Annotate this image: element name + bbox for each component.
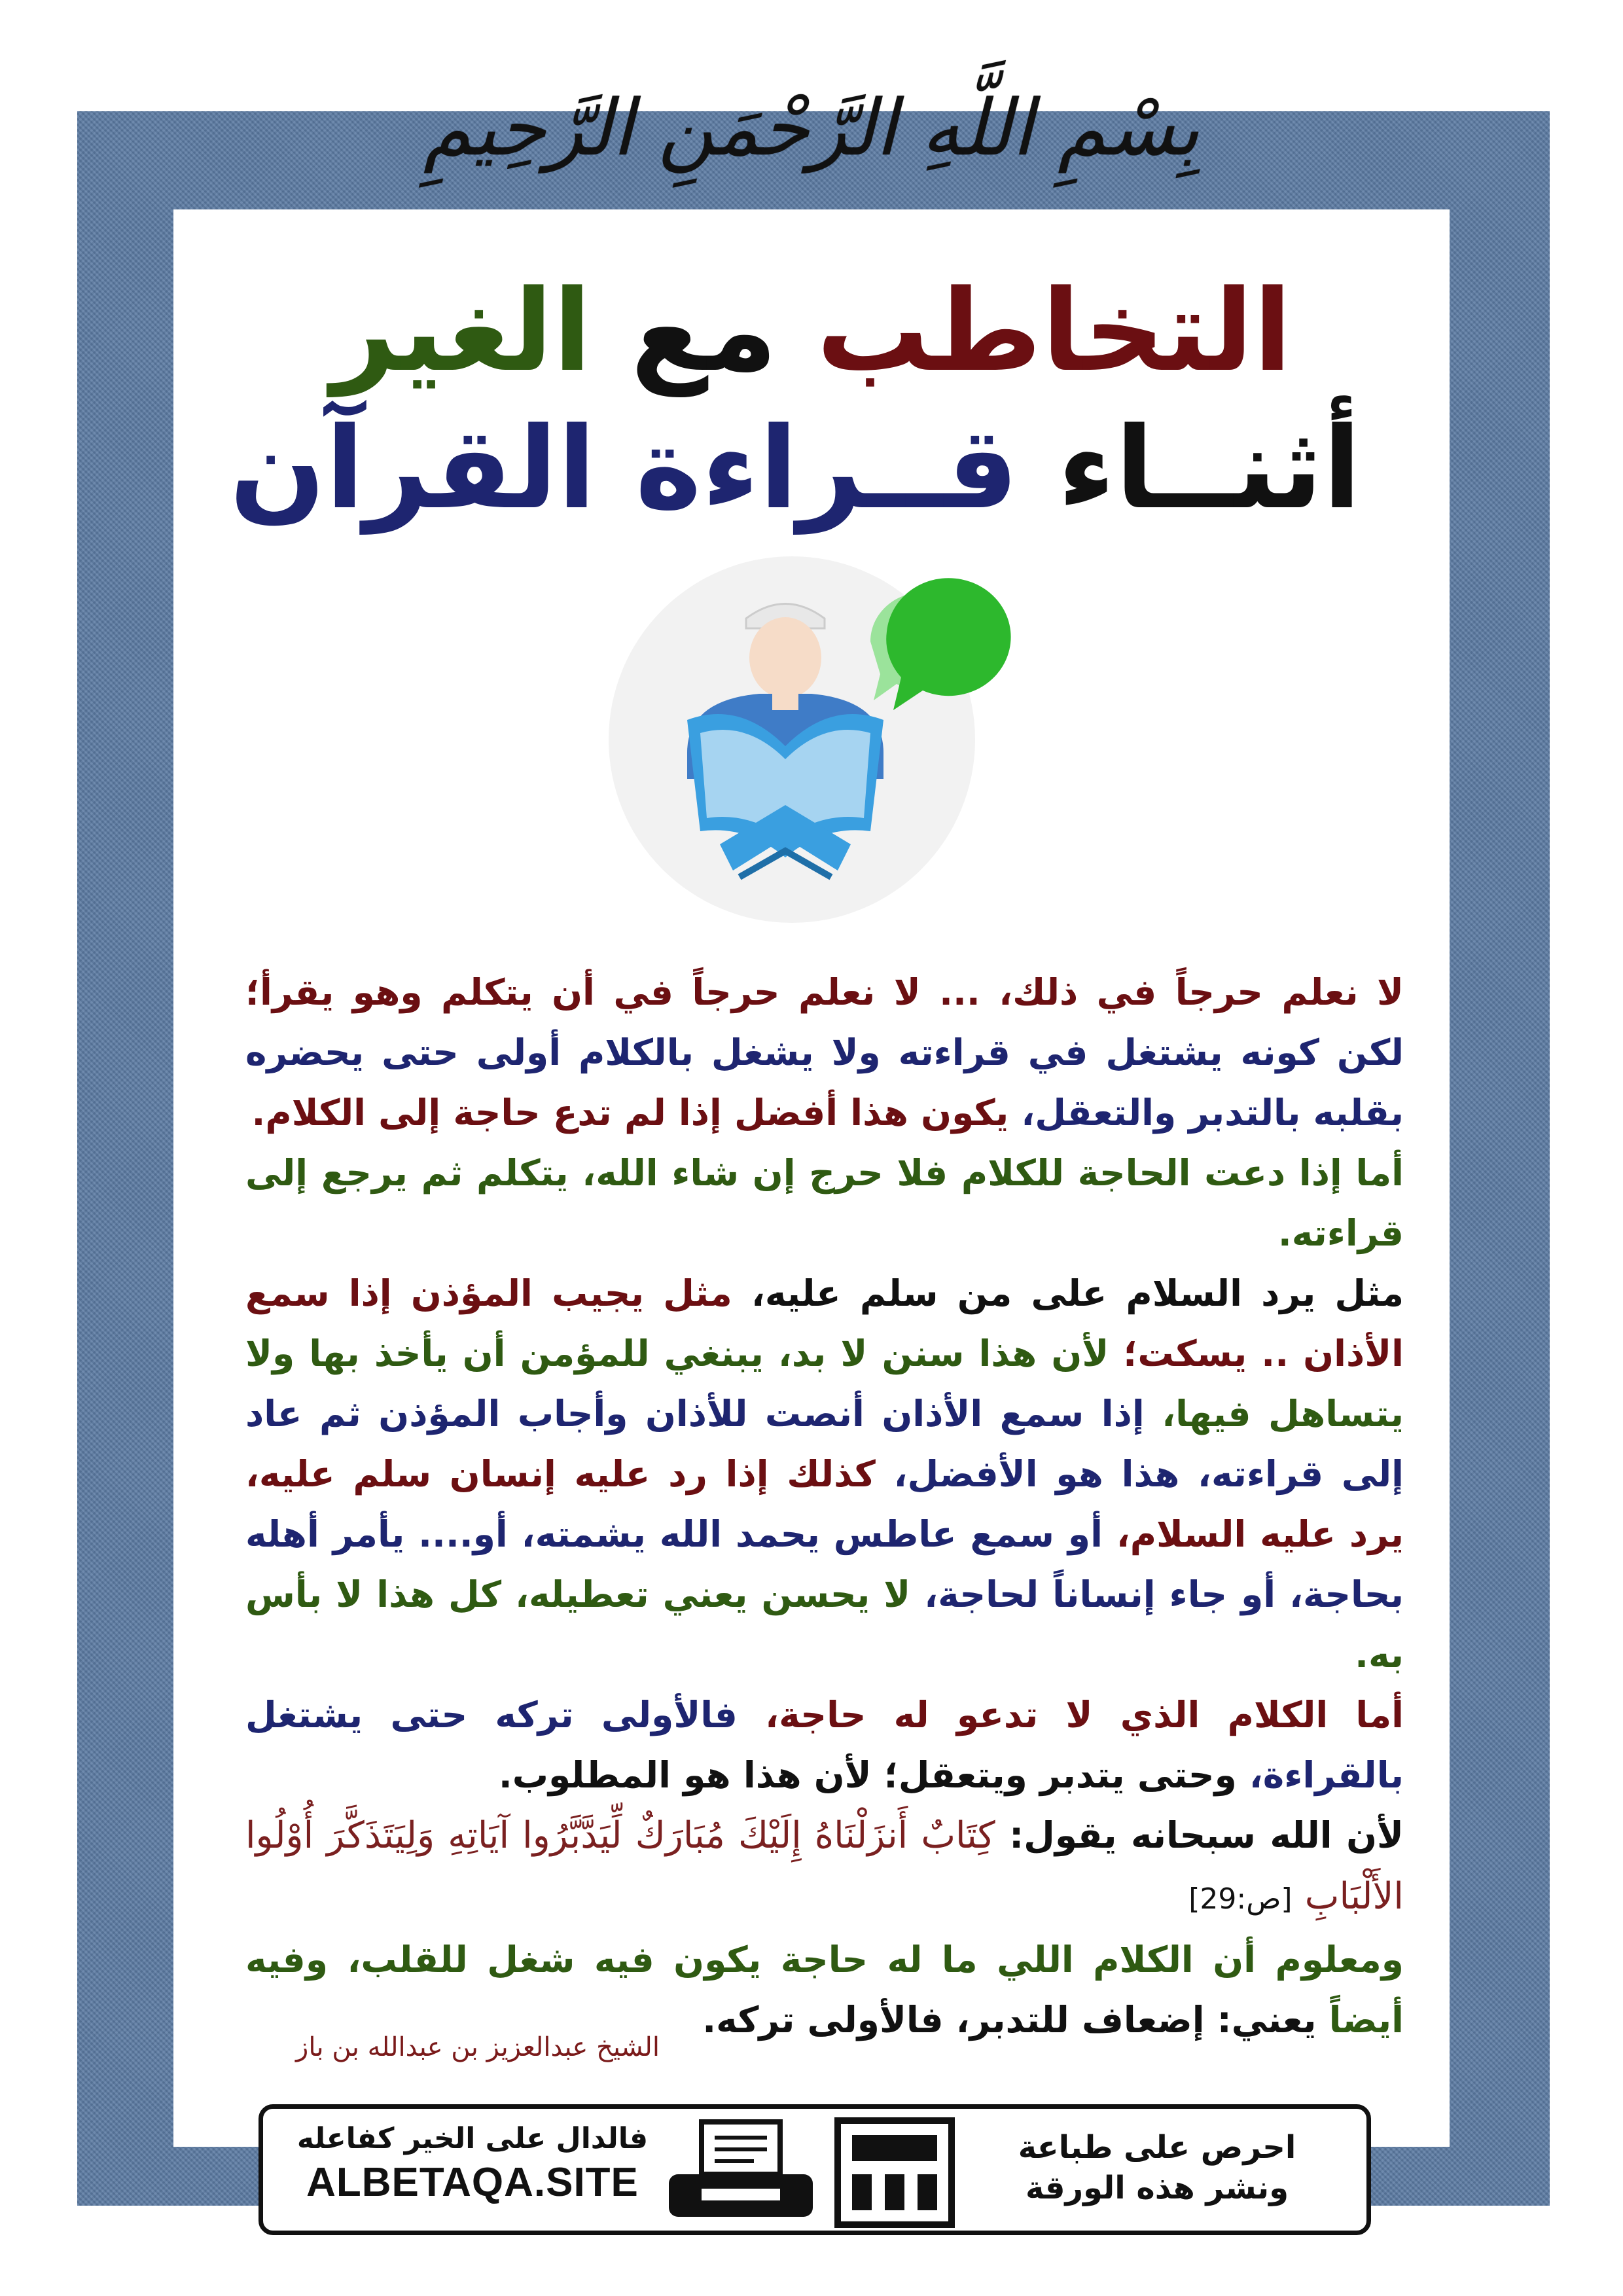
paragraph-6-segment-1: ومعلوم أن الكلام اللي ما له حاجة يكون فيه شغل للقلب، وفيه أيضاً (245, 1939, 1404, 2041)
paragraph-3-segment-6: أو سمع عاطس يحمد الله يشمته، أو.... يأمر أهله بحاجة، أو جاء إنساناً لحاجة، (245, 1513, 1404, 1615)
paragraph-4-segment-2: فالأولى تركه حتى يشتغل بالقراءة، (245, 1694, 1404, 1796)
paragraph-1 (245, 962, 1404, 1143)
title-line-2 (229, 403, 1361, 534)
paragraph-3 (245, 1263, 1404, 1685)
title-word-1: التخاطب (816, 265, 1292, 397)
title-word-4: أثنــاء (1058, 403, 1361, 534)
footer-motto: فالدال على الخير كفاعله (296, 2122, 649, 2155)
paragraph-4 (245, 1685, 1404, 1805)
paragraph-2: أما إذا دعت الحاجة للكلام فلا حرج إن شاء الله، يتكلم ثم يرجع إلى قراءته. (245, 1152, 1404, 1254)
title-word-2: مع (630, 265, 777, 397)
paragraph-3-segment-2: مثل يجيب المؤذن إذا سمع الأذان .. يسكت؛ (245, 1272, 1404, 1374)
person-reading-quran-icon (589, 537, 1034, 923)
footer-website-block (289, 2122, 656, 2206)
paragraph-3-segment-7: لا يحسن يعني تعطيله، كل هذا لا بأس به. (245, 1573, 1404, 1676)
footer-print-line-1: احرص على طباعة (1018, 2129, 1296, 2166)
paragraph-3-segment-5: كذلك إذا رد عليه إنسان سلم عليه، يرد عليه السلام، (245, 1453, 1404, 1555)
paragraph-1-segment-1: لا نعلم حرجاً في ذلك، ... لا نعلم حرجاً في أن يتكلم وهو يقرأ؛ (245, 971, 1404, 1013)
title-line-1 (262, 265, 1361, 397)
article-body (245, 962, 1404, 2050)
dawat-alwaraqa-logo (832, 2115, 957, 2230)
paragraph-4-segment-1: أما الكلام الذي لا تدعو له حاجة، (737, 1694, 1404, 1736)
paragraph-3-segment-4: إذا سمع الأذان أنصت للأذان وأجاب المؤذن ثم عاد إلى قراءته، هذا هو الأفضل، (245, 1393, 1404, 1495)
website-link[interactable]: ALBETAQA.SITE (306, 2160, 639, 2205)
printer-icon (662, 2117, 819, 2228)
paragraph-3-segment-3: لأن هذا سنن لا بد، يبنغي للمؤمن أن يأخذ بها ولا يتساهل فيها، (245, 1333, 1404, 1435)
paragraph-6-segment-2: يعني: إضعاف للتدبر، فالأولى تركه. (702, 1999, 1317, 2041)
title-word-3: الغير (330, 265, 592, 397)
paragraph-4-segment-3: وحتى يتدبر ويتعقل؛ لأن هذا هو المطلوب. (498, 1754, 1237, 1796)
footer-print-block (974, 2127, 1340, 2208)
basmala-calligraphy: بِسْمِ اللَّهِ الرَّحْمَنِ الرَّحِيمِ (423, 82, 1200, 173)
verse-reference: [ص:29] (1188, 1882, 1293, 1916)
title-word-6: القرآن (229, 403, 596, 534)
paragraph-3-segment-1: مثل يرد السلام على من سلم عليه، (732, 1272, 1404, 1314)
paragraph-5 (245, 1805, 1404, 1929)
footer-box (259, 2104, 1371, 2235)
quran-verse: كِتَابٌ أَنزَلْنَاهُ إِلَيْكَ مُبَارَكٌ لِّيَدَّبَّرُوا آيَاتِهِ وَلِيَتَذَكَّرَ أُوْلُوا الأَلْبَابِ (245, 1814, 1404, 1918)
author-signature: الشيخ عبدالعزيز بن عبدالله بن باز (296, 2032, 660, 2062)
title-word-5: قــراءة (635, 403, 1019, 534)
verse-intro: لأن الله سبحانه يقول: (995, 1814, 1404, 1856)
paragraph-1-segment-3: يكون هذا أفضل إذا لم تدع حاجة إلى الكلام. (251, 1092, 1009, 1134)
footer-print-line-2: ونشر هذه الورقة (1025, 2170, 1289, 2206)
paragraph-1-segment-2: لكن كونه يشتغل في قراءته ولا يشغل بالكلام أولى حتى يحضره بقلبه بالتدبر والتعقل، (245, 1031, 1404, 1134)
